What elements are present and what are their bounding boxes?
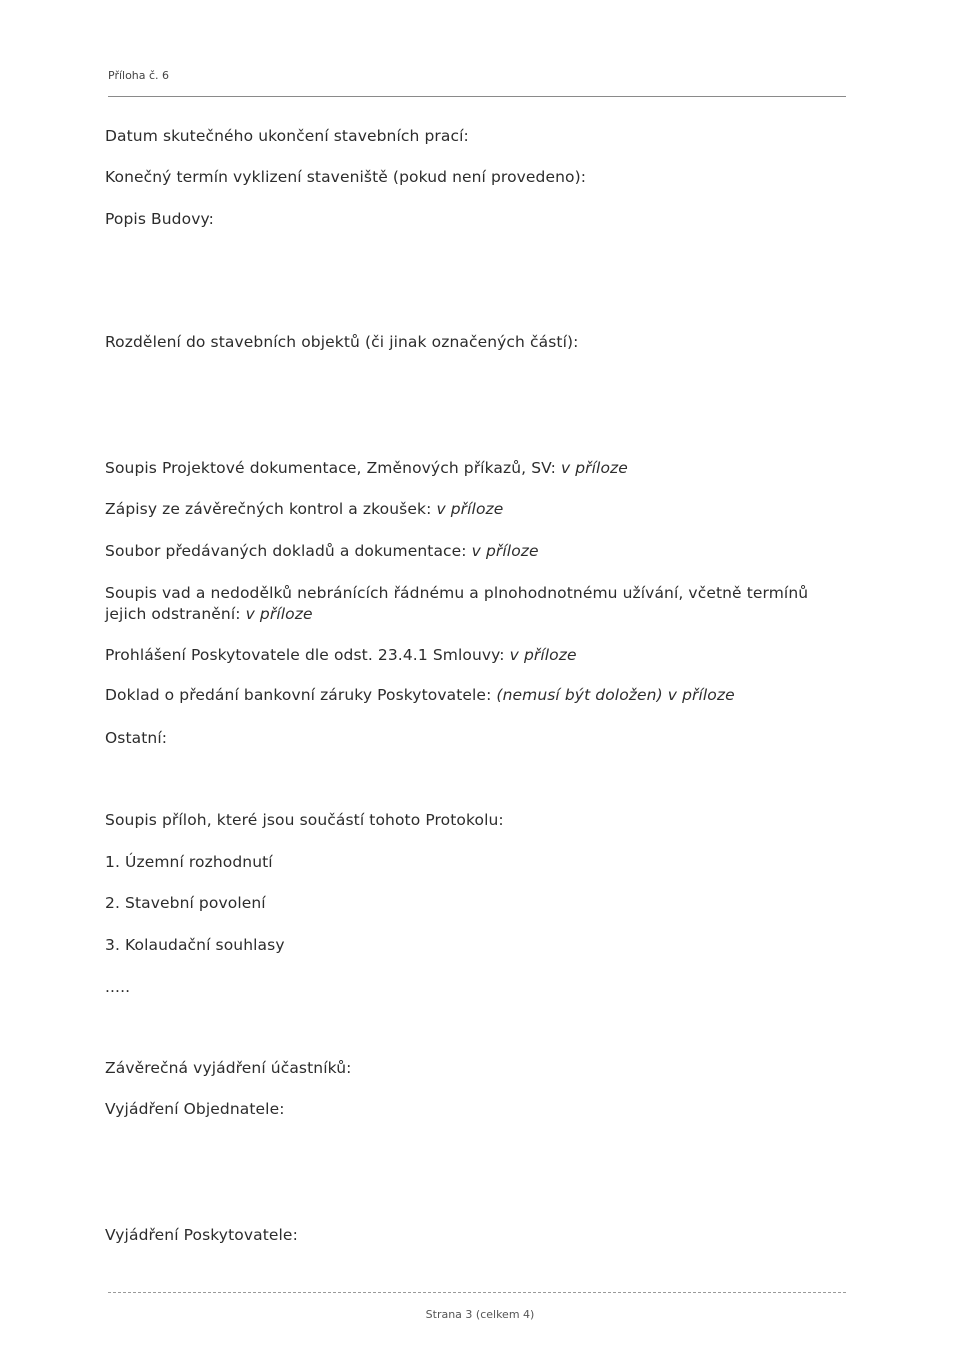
field-other: Ostatní: bbox=[105, 729, 168, 747]
field-provider-declaration-label: Prohlášení Poskytovatele dle odst. 23.4.1 Smlouvy: bbox=[105, 646, 505, 664]
field-building-description: Popis Budovy: bbox=[105, 210, 214, 228]
client-statement-label: Vyjádření Objednatele: bbox=[105, 1100, 285, 1118]
attachments-heading: Soupis příloh, které jsou součástí tohoto Protokolu: bbox=[105, 811, 504, 829]
field-completion-date: Datum skutečného ukončení stavebních prací: bbox=[105, 127, 469, 145]
field-bank-guarantee bbox=[105, 686, 735, 704]
attachment-item: 3. Kolaudační souhlasy bbox=[105, 936, 285, 954]
field-handover-docs bbox=[105, 542, 539, 560]
attachment-number: Příloha č. 6 bbox=[108, 69, 170, 82]
attachment-item: 1. Územní rozhodnutí bbox=[105, 853, 273, 871]
attachment-note: v příloze bbox=[560, 459, 628, 477]
footer-divider bbox=[108, 1292, 846, 1293]
attachment-item: 2. Stavební povolení bbox=[105, 894, 266, 912]
attachment-note: v příloze bbox=[509, 646, 577, 664]
page-number: Strana 3 (celkem 4) bbox=[425, 1308, 535, 1321]
field-site-clearance: Konečný termín vyklizení staveniště (pokud není provedeno): bbox=[105, 168, 587, 186]
field-defects-list-label: Soupis vad a nedodělků nebránících řádnému a plnohodnotnému užívání, včetně termínů jejich odstranění: bbox=[105, 584, 809, 623]
field-inspection-records-label: Zápisy ze závěrečných kontrol a zkoušek: bbox=[105, 500, 432, 518]
field-handover-docs-label: Soubor předávaných dokladů a dokumentace: bbox=[105, 542, 467, 560]
attachment-note: v příloze bbox=[436, 500, 504, 518]
attachment-ellipsis: ..... bbox=[105, 978, 131, 996]
field-project-docs bbox=[105, 459, 628, 477]
provider-statement-label: Vyjádření Poskytovatele: bbox=[105, 1226, 298, 1244]
field-provider-declaration bbox=[105, 646, 577, 664]
final-statements-heading: Závěrečná vyjádření účastníků: bbox=[105, 1059, 352, 1077]
attachment-note: v příloze bbox=[667, 686, 735, 704]
field-project-docs-label: Soupis Projektové dokumentace, Změnových příkazů, SV: bbox=[105, 459, 556, 477]
header-divider bbox=[108, 96, 846, 97]
attachment-note: v příloze bbox=[471, 542, 539, 560]
field-inspection-records bbox=[105, 500, 503, 518]
field-bank-guarantee-label: Doklad o předání bankovní záruky Poskytovatele: bbox=[105, 686, 492, 704]
bank-guarantee-note: (nemusí být doložen) bbox=[496, 686, 663, 704]
field-building-objects: Rozdělení do stavebních objektů (či jinak označených částí): bbox=[105, 333, 579, 351]
attachment-note: v příloze bbox=[245, 605, 313, 623]
field-defects-list bbox=[105, 583, 835, 625]
